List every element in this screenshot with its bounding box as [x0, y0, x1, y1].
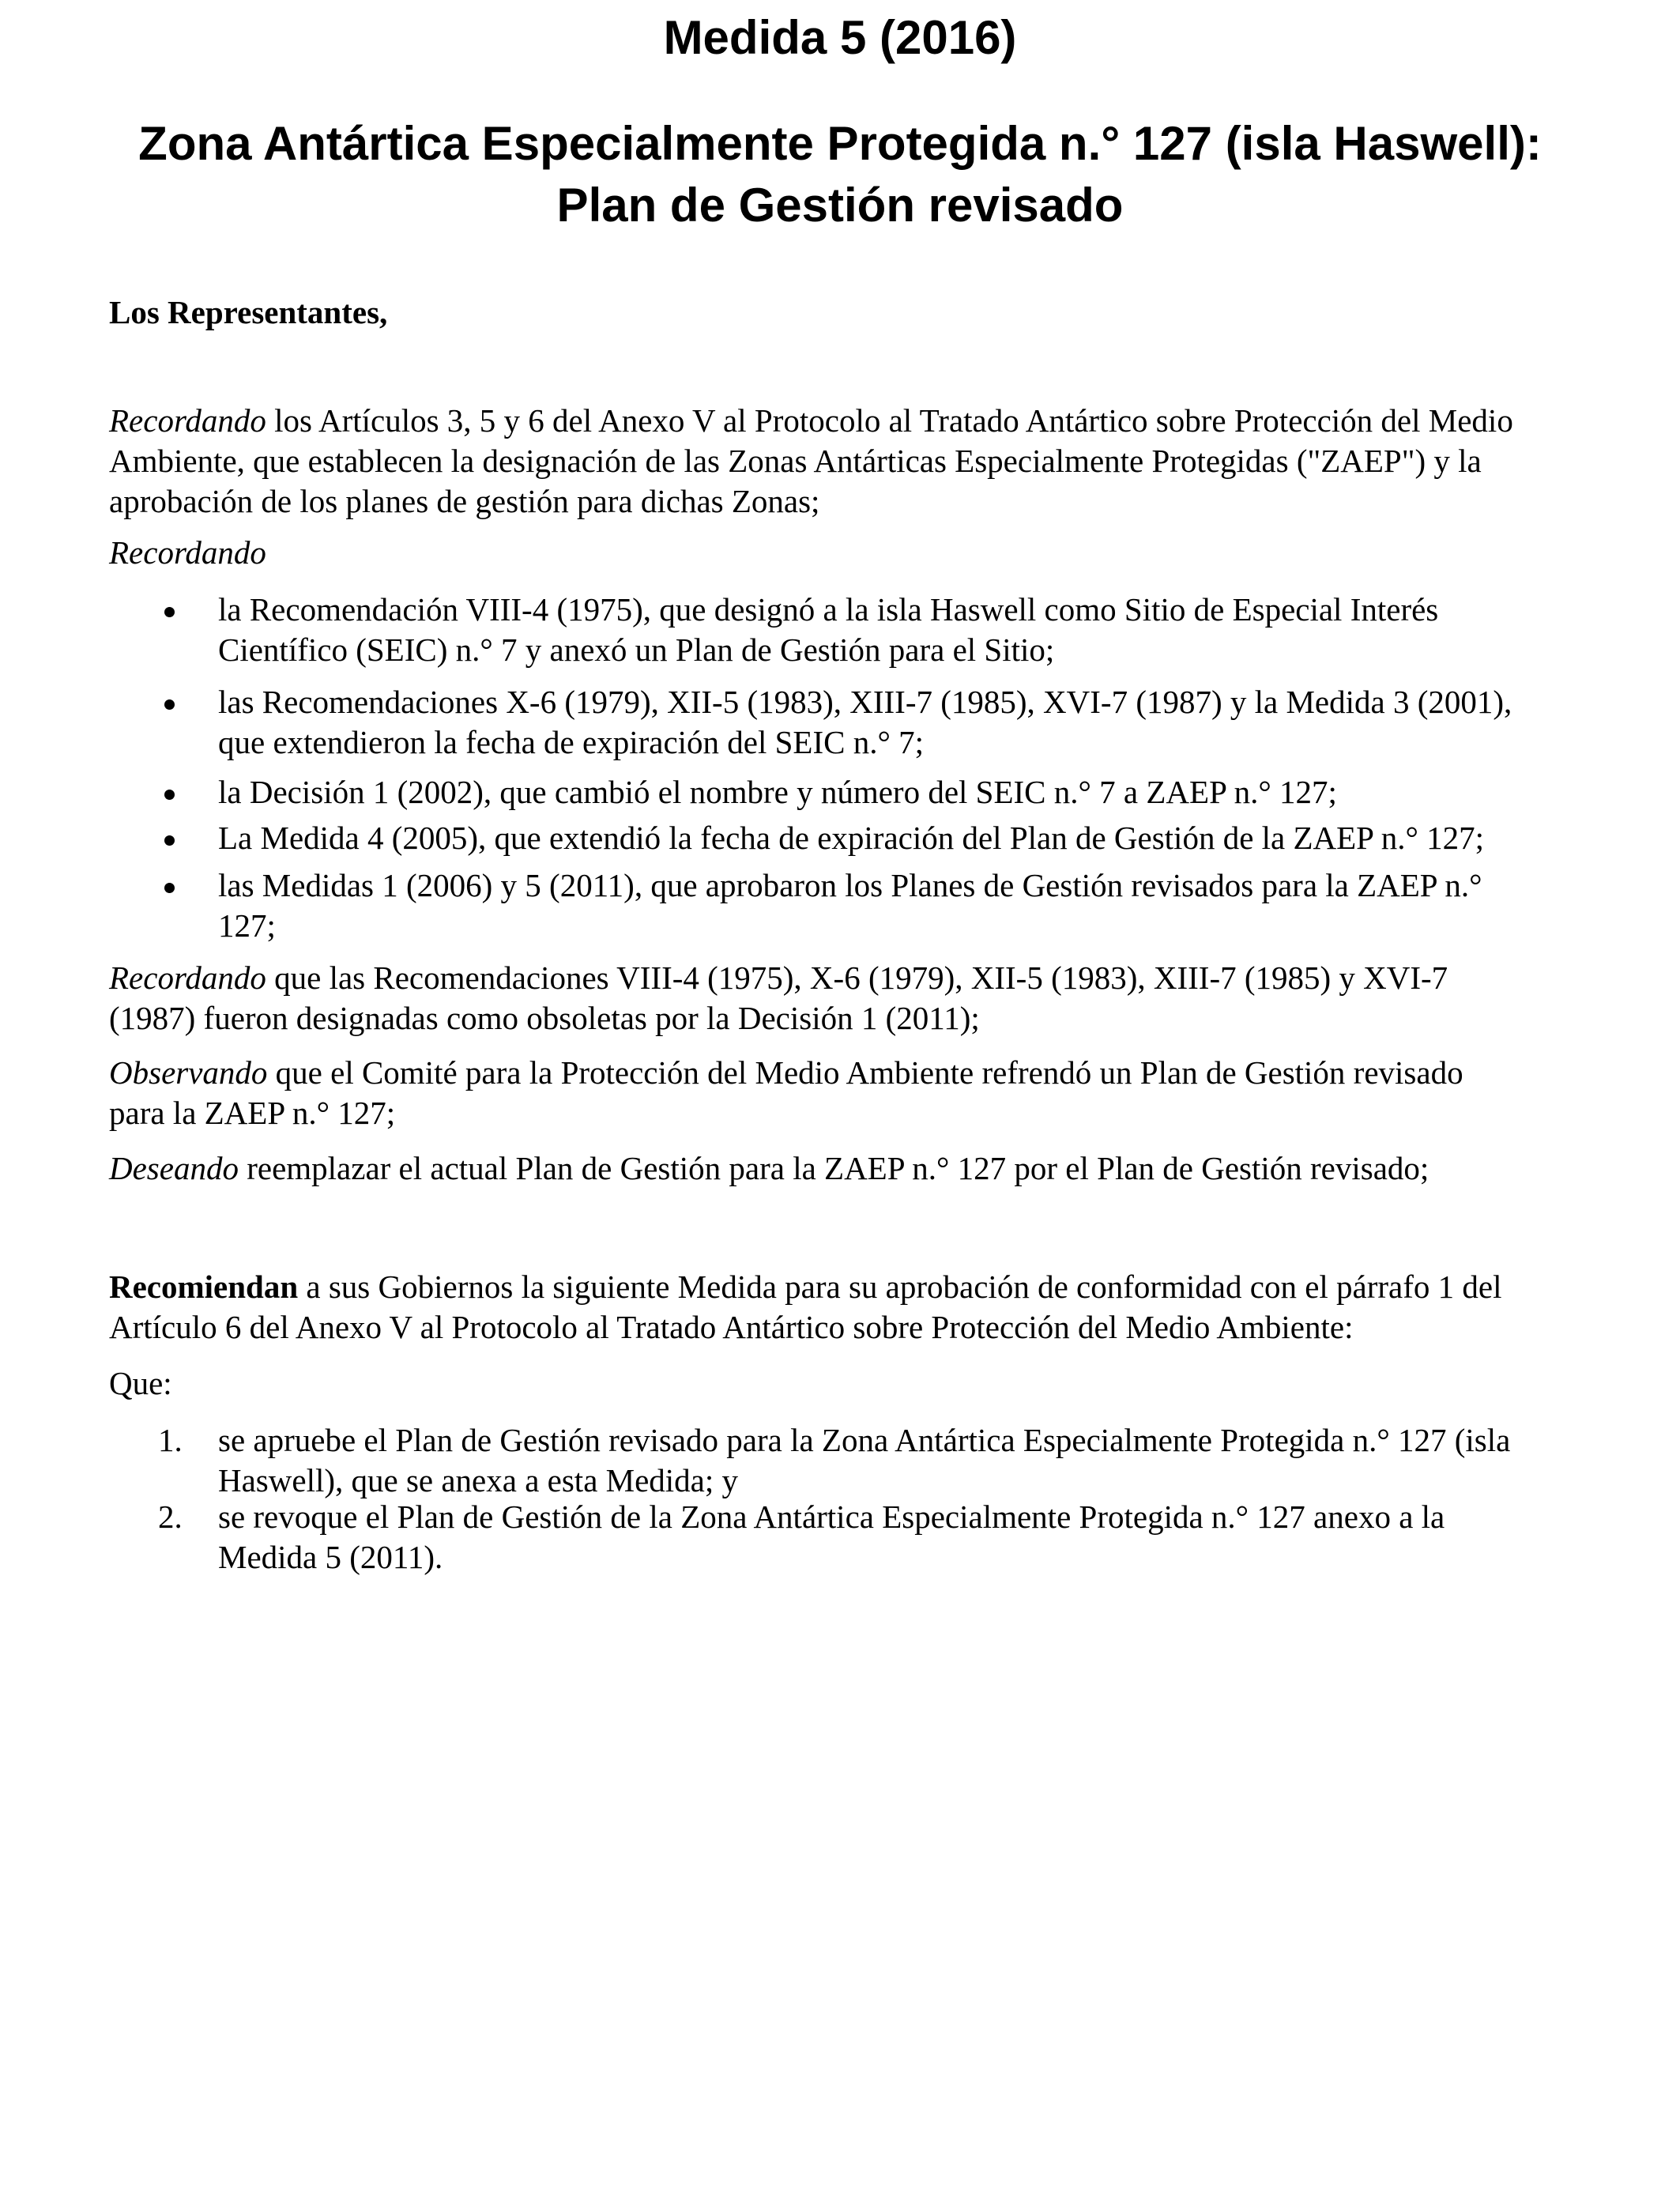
noting-line-1: [109, 1053, 1595, 1093]
numbered-item-number: 2.: [158, 1498, 183, 1535]
representatives-heading: Los Representantes,: [109, 294, 388, 330]
recalling-paragraph-3: [109, 958, 1595, 1039]
recommend-text-1: a sus Gobiernos la siguiente Medida para su aprobación de conformidad con el párrafo 1 del: [298, 1269, 1502, 1305]
bullet-icon: [164, 790, 175, 800]
noting-lead: Observando: [109, 1054, 268, 1091]
desiring-lead: Deseando: [109, 1150, 239, 1186]
numbered-item-text: [218, 1420, 1595, 1501]
bullet-text: [218, 682, 1595, 763]
document-subtitle-line-1: Zona Antártica Especialmente Protegida n.° 127 (isla Haswell):: [138, 117, 1542, 170]
bullet-2-line-2: que extendieron la fecha de expiración del SEIC n.° 7;: [218, 724, 925, 760]
document-title: Medida 5 (2016): [663, 11, 1017, 64]
recalling-1-line-1: [109, 401, 1595, 441]
bullet-5-line-2: 127;: [218, 907, 276, 944]
recalling-2-lead: Recordando: [109, 534, 266, 571]
recommend-lead: Recomiendan: [109, 1269, 299, 1305]
numbered-item-number: 1.: [158, 1422, 183, 1458]
bullet-text: [218, 818, 1595, 858]
recalling-3-line-2: (1987) fueron designadas como obsoletas por la Decisión 1 (2011);: [109, 1000, 980, 1036]
bullet-2-line-1: las Recomendaciones X-6 (1979), XII-5 (1983), XIII-7 (1985), XVI-7 (1987) y la Medida 3 (2001),: [218, 684, 1512, 720]
noting-paragraph: [109, 1053, 1595, 1133]
desiring-text-1: reemplazar el actual Plan de Gestión para la ZAEP n.° 127 por el Plan de Gestión revisado;: [238, 1150, 1430, 1186]
recalling-3-lead: Recordando: [109, 959, 266, 996]
bullet-1-line-2: Científico (SEIC) n.° 7 y anexó un Plan de Gestión para el Sitio;: [218, 631, 1055, 668]
bullet-icon: [164, 699, 175, 710]
recommend-line-1: [109, 1267, 1595, 1307]
that-label: Que:: [109, 1365, 172, 1401]
numbered-1-line-2: Haswell), que se anexa a esta Medida; y: [218, 1462, 739, 1498]
recalling-paragraph-1: [109, 401, 1595, 522]
bullet-icon: [164, 607, 175, 617]
noting-line-2: para la ZAEP n.° 127;: [109, 1095, 396, 1131]
recommend-line-2: Artículo 6 del Anexo V al Protocolo al Tratado Antártico sobre Protección del Medio Ambiente:: [109, 1309, 1354, 1345]
recalling-3-text-1: que las Recomendaciones VIII-4 (1975), X-6 (1979), XII-5 (1983), XIII-7 (1985) y XVI-7: [266, 959, 1448, 996]
numbered-2-line-2: Medida 5 (2011).: [218, 1539, 443, 1575]
bullet-icon: [164, 835, 175, 846]
bullet-4-line-1: La Medida 4 (2005), que extendió la fecha de expiración del Plan de Gestión de la ZAEP n.° 127;: [218, 820, 1485, 856]
bullet-1-line-1: la Recomendación VIII-4 (1975), que designó a la isla Haswell como Sitio de Especial Interés: [218, 591, 1439, 628]
document-subtitle-line-2: Plan de Gestión revisado: [556, 179, 1124, 232]
numbered-2-line-1: se revoque el Plan de Gestión de la Zona Antártica Especialmente Protegida n.° 127 anexo a la: [218, 1498, 1445, 1535]
recalling-1-text-1: los Artículos 3, 5 y 6 del Anexo V al Protocolo al Tratado Antártico sobre Protección del Medio: [266, 402, 1513, 439]
numbered-item-text: [218, 1497, 1595, 1578]
desiring-line-1: [109, 1148, 1595, 1189]
noting-text-1: que el Comité para la Protección del Medio Ambiente refrendó un Plan de Gestión revisado: [267, 1054, 1463, 1091]
desiring-paragraph: [109, 1148, 1595, 1189]
recalling-1-line-2: Ambiente, que establecen la designación de las Zonas Antárticas Especialmente Protegidas ("ZAEP") y la: [109, 443, 1482, 479]
recalling-3-line-1: [109, 958, 1595, 998]
bullet-text: [218, 772, 1595, 812]
bullet-icon: [164, 883, 175, 893]
recalling-1-line-3: aprobación de los planes de gestión para dichas Zonas;: [109, 483, 820, 519]
bullet-text: [218, 865, 1595, 946]
recommend-paragraph: [109, 1267, 1595, 1348]
bullet-text: [218, 590, 1595, 670]
recalling-1-lead: Recordando: [109, 402, 266, 439]
numbered-1-line-1: se apruebe el Plan de Gestión revisado para la Zona Antártica Especialmente Protegida n.° 127 (isla: [218, 1422, 1511, 1458]
bullet-5-line-1: las Medidas 1 (2006) y 5 (2011), que aprobaron los Planes de Gestión revisados para la ZAEP n.°: [218, 867, 1482, 903]
bullet-3-line-1: la Decisión 1 (2002), que cambió el nombre y número del SEIC n.° 7 a ZAEP n.° 127;: [218, 774, 1337, 810]
